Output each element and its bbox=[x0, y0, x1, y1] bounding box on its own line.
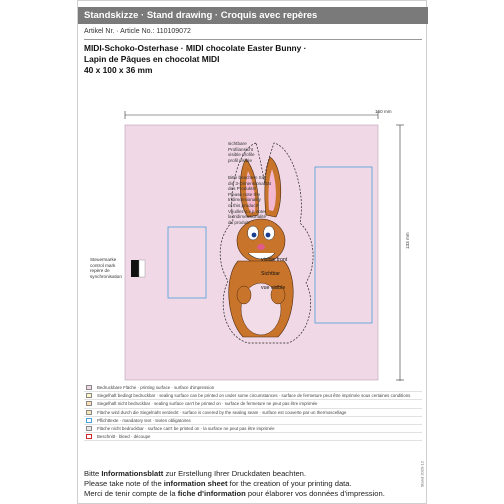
product-dimensions: 40 x 100 x 36 mm bbox=[84, 65, 153, 75]
article-number: Artikel Nr. · Article No.: 110109072 bbox=[84, 28, 191, 35]
legend bbox=[84, 384, 422, 441]
bunny-right-pupil bbox=[266, 233, 271, 238]
header-title: Standskizze · Stand drawing · Croquis avec repères bbox=[78, 7, 428, 24]
legend-swatch bbox=[86, 418, 92, 423]
product-title-line-1: MIDI-Schoko-Osterhase · MIDI chocolate Easter Bunny · bbox=[84, 43, 307, 53]
control-mark-white bbox=[139, 260, 145, 277]
bunny-left-paw bbox=[237, 286, 251, 304]
control-mark bbox=[131, 260, 139, 277]
legend-row: Siegelhaft nicht bedruckbar · sealing surface can't be printed on · surface de fermeture ne peut pas être imprimée bbox=[84, 400, 422, 408]
height-dimension-label: 133 mm bbox=[405, 232, 410, 249]
legend-row: Beschnitt · bleed · découpe bbox=[84, 433, 422, 441]
footer-en: Please take note of the information sheet for the creation of your printing data. bbox=[84, 479, 352, 488]
legend-row: Fläche nicht bedruckbar · surface can't be printed on · la surface ne peut pas être imprimée bbox=[84, 425, 422, 433]
legend-swatch bbox=[86, 426, 92, 431]
dimensionality-note: Bitte beachten Sie die 3-Dimensionalität des Produkts! Please note the tridimensionality of this product! Veuillez s.v.p noter la tridimensionalité du produit! bbox=[228, 175, 271, 225]
bunny-nose bbox=[257, 244, 265, 250]
footer-fr: Merci de tenir compte de la fiche d'information pour élaborer vos données d'impression. bbox=[84, 489, 385, 498]
legend-swatch bbox=[86, 401, 92, 406]
stand-drawing-sheet bbox=[77, 0, 427, 504]
legend-row: Bedruckbare Fläche · printing surface · surface d'impression bbox=[84, 384, 422, 392]
product-title bbox=[84, 43, 306, 76]
visible-front-labels: visible front Sichtbar vue visible bbox=[261, 257, 288, 291]
revision-code: Stand 2020-12 bbox=[419, 461, 424, 488]
legend-swatch bbox=[86, 393, 92, 398]
product-title-line-2: Lapin de Pâques en chocolat MIDI bbox=[84, 54, 220, 64]
footer-de: Bitte Informationsblatt zur Erstellung Ihrer Druckdaten beachten. bbox=[84, 469, 306, 478]
footer-note bbox=[84, 469, 422, 499]
legend-swatch bbox=[86, 385, 92, 390]
legend-row: Pflichttexte · mandatory text · textes obligatoires bbox=[84, 417, 422, 425]
legend-row: Fläche wird durch die Siegelnaht verdeckt · surface is covered by the sealing seam · surface est couverte par un thermoscellage bbox=[84, 409, 422, 417]
control-mark-label: Steuermarke control mark repère de synchronisation bbox=[90, 257, 122, 279]
legend-swatch bbox=[86, 410, 92, 415]
side-profile-note: sichtbare Profilansicht visible profile profil visible bbox=[228, 141, 255, 163]
divider bbox=[84, 39, 422, 40]
technical-drawing bbox=[78, 101, 428, 381]
legend-row: Siegelhaft bedingt bedruckbar · sealing surface can be printed on under some circumstances · surface de fermeture peut être imprimée sous certaines conditions bbox=[84, 392, 422, 400]
bunny-left-pupil bbox=[252, 233, 257, 238]
legend-swatch bbox=[86, 434, 92, 439]
width-dimension-label: 150 mm bbox=[375, 109, 392, 114]
